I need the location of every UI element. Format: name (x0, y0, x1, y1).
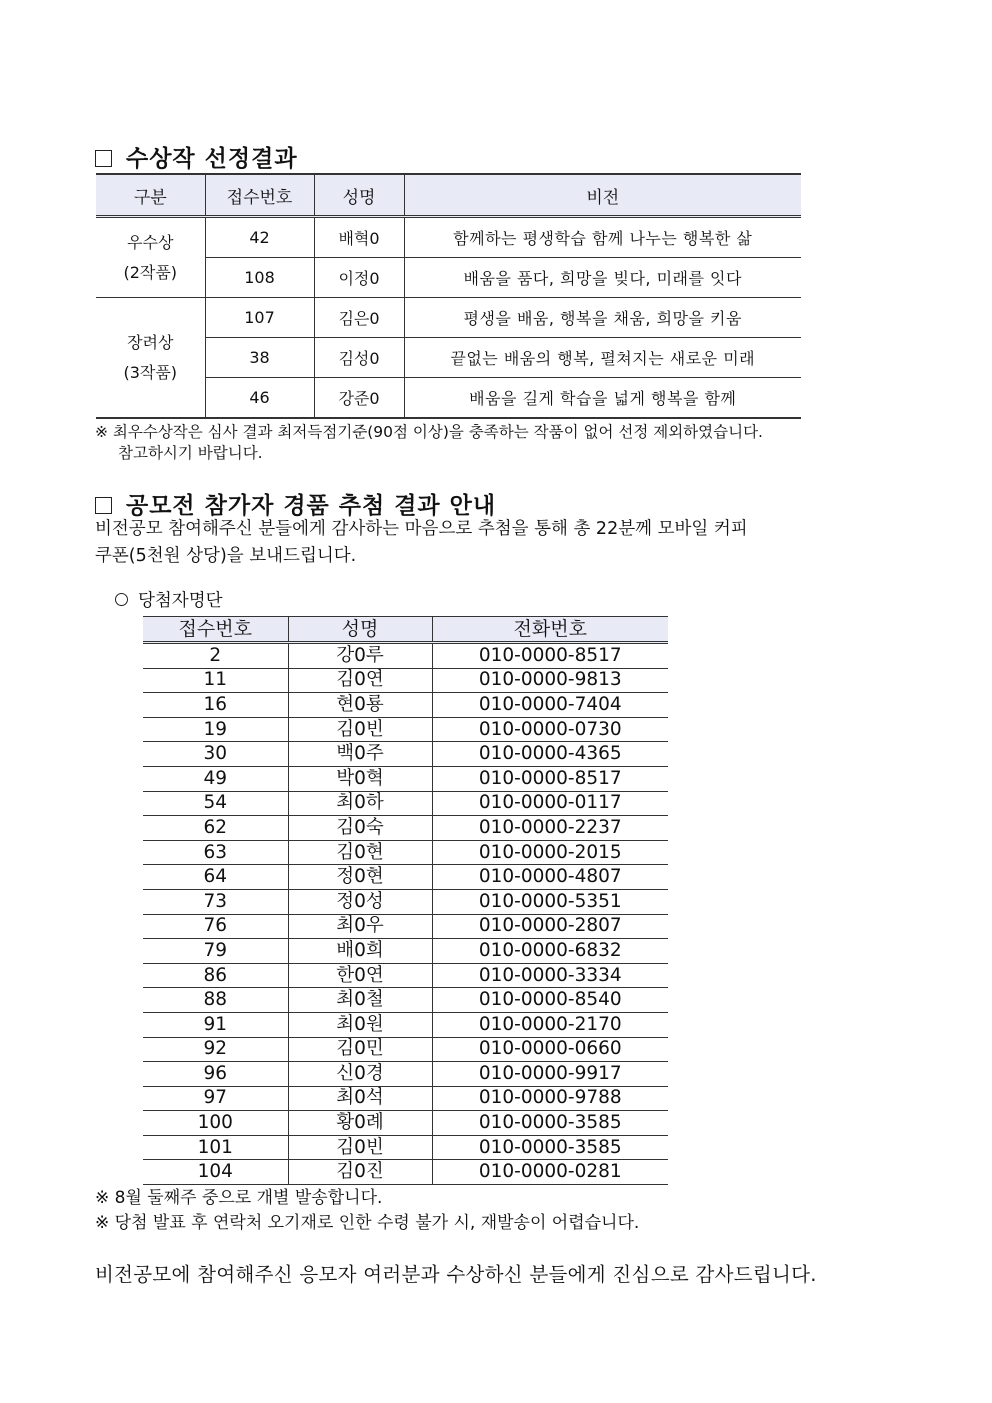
awards-header-vision: 비전 (404, 174, 801, 217)
table-row (143, 865, 668, 890)
table-row (143, 1160, 668, 1185)
circle-bullet-icon (115, 593, 128, 606)
awards-section-title (95, 140, 298, 173)
winner-number: 62 (143, 816, 288, 841)
winner-number: 91 (143, 1012, 288, 1037)
award-number: 107 (205, 298, 314, 338)
winners-body (143, 643, 668, 1185)
winner-number: 92 (143, 1037, 288, 1062)
winner-number: 54 (143, 791, 288, 816)
table-row (143, 988, 668, 1013)
winner-number: 73 (143, 889, 288, 914)
award-number: 46 (205, 378, 314, 419)
winner-phone: 010-0000-4365 (432, 742, 668, 767)
table-row (143, 1086, 668, 1111)
winner-phone: 010-0000-7404 (432, 693, 668, 718)
winner-phone: 010-0000-3334 (432, 963, 668, 988)
winner-number: 104 (143, 1160, 288, 1185)
winner-name: 김0숙 (288, 816, 432, 841)
closing-message: 비전공모에 참여해주신 응모자 여러분과 수상하신 분들에게 진심으로 감사드립니다. (95, 1263, 817, 1286)
award-name: 김성0 (314, 338, 404, 378)
winner-number: 88 (143, 988, 288, 1013)
winner-phone: 010-0000-9813 (432, 668, 668, 693)
table-row (143, 693, 668, 718)
winner-number: 76 (143, 914, 288, 939)
winner-phone: 010-0000-0281 (432, 1160, 668, 1185)
winner-phone: 010-0000-8517 (432, 643, 668, 669)
winner-name: 김0빈 (288, 717, 432, 742)
table-row (143, 939, 668, 964)
table-row (143, 742, 668, 767)
award-vision: 끝없는 배움의 행복, 펼쳐지는 새로운 미래 (404, 338, 801, 378)
winner-number: 19 (143, 717, 288, 742)
winner-phone: 010-0000-2237 (432, 816, 668, 841)
winner-name: 김0연 (288, 668, 432, 693)
winner-name: 최0하 (288, 791, 432, 816)
award-group-count: (3작품) (123, 362, 178, 382)
award-vision: 평생을 배움, 행복을 채움, 희망을 키움 (404, 298, 801, 338)
table-row (143, 840, 668, 865)
winner-name: 한0연 (288, 963, 432, 988)
winner-name: 현0룡 (288, 693, 432, 718)
table-row (143, 889, 668, 914)
prize-intro-line1: 비전공모 참여해주신 분들에게 감사하는 마음으로 추첨을 통해 총 22분께 모바일 커피 (95, 519, 748, 539)
winner-name: 황0례 (288, 1111, 432, 1136)
winner-name: 김0민 (288, 1037, 432, 1062)
award-name: 이정0 (314, 258, 404, 298)
table-row (96, 217, 801, 258)
winner-phone: 010-0000-4807 (432, 865, 668, 890)
winner-list-label (115, 588, 223, 615)
winner-phone: 010-0000-9788 (432, 1086, 668, 1111)
table-row (143, 914, 668, 939)
winner-number: 49 (143, 766, 288, 791)
winner-name: 김0빈 (288, 1135, 432, 1160)
winners-table (143, 616, 668, 1185)
winner-phone: 010-0000-3585 (432, 1111, 668, 1136)
winner-name: 최0원 (288, 1012, 432, 1037)
winner-number: 11 (143, 668, 288, 693)
winner-name: 정0현 (288, 865, 432, 890)
award-group-name: 장려상 (127, 332, 174, 352)
winner-number: 101 (143, 1135, 288, 1160)
table-row (143, 643, 668, 669)
award-group-name: 우수상 (127, 232, 174, 252)
winner-name: 정0성 (288, 889, 432, 914)
awards-note (95, 422, 763, 464)
award-name: 강준0 (314, 378, 404, 419)
awards-header-row (96, 174, 801, 217)
award-group-excellence (96, 217, 205, 298)
prize-note-1: ※ 8월 둘째주 중으로 개별 발송합니다. (95, 1188, 383, 1208)
winner-number: 100 (143, 1111, 288, 1136)
winner-number: 30 (143, 742, 288, 767)
winner-phone: 010-0000-2807 (432, 914, 668, 939)
award-vision: 배움을 품다, 희망을 빚다, 미래를 잇다 (404, 258, 801, 298)
winner-number: 64 (143, 865, 288, 890)
winner-phone: 010-0000-2015 (432, 840, 668, 865)
winners-header-name: 성명 (288, 617, 432, 643)
winner-name: 신0경 (288, 1062, 432, 1087)
winners-header-phone: 전화번호 (432, 617, 668, 643)
table-row (143, 717, 668, 742)
prize-note-2: ※ 당첨 발표 후 연락처 오기재로 인한 수령 불가 시, 재발송이 어렵습니다. (95, 1213, 640, 1233)
table-row (143, 816, 668, 841)
table-row (96, 298, 801, 338)
winner-phone: 010-0000-8540 (432, 988, 668, 1013)
winner-list-label-text: 당첨자명단 (138, 591, 223, 611)
awards-title-text: 수상작 선정결과 (126, 146, 298, 172)
winners-header-number: 접수번호 (143, 617, 288, 643)
awards-header-name: 성명 (314, 174, 404, 217)
award-vision: 배움을 길게 학습을 넓게 행복을 함께 (404, 378, 801, 419)
table-row (143, 668, 668, 693)
prize-intro-line2: 쿠폰(5천원 상당)을 보내드립니다. (95, 546, 357, 566)
award-number: 108 (205, 258, 314, 298)
awards-note-line2: 참고하시기 바랍니다. (118, 444, 263, 462)
award-name: 김은0 (314, 298, 404, 338)
winner-number: 96 (143, 1062, 288, 1087)
winner-phone: 010-0000-2170 (432, 1012, 668, 1037)
winner-phone: 010-0000-0730 (432, 717, 668, 742)
winner-phone: 010-0000-3585 (432, 1135, 668, 1160)
checkbox-square-icon (95, 497, 112, 514)
winner-name: 최0철 (288, 988, 432, 1013)
winner-phone: 010-0000-9917 (432, 1062, 668, 1087)
table-row (143, 1111, 668, 1136)
table-row (143, 1012, 668, 1037)
award-number: 38 (205, 338, 314, 378)
winner-phone: 010-0000-8517 (432, 766, 668, 791)
award-group-encouragement (96, 298, 205, 419)
checkbox-square-icon (95, 150, 112, 167)
awards-note-line1: ※ 최우수상작은 심사 결과 최저득점기준(90점 이상)을 충족하는 작품이 없어 선정 제외하였습니다. (95, 423, 763, 441)
table-row (143, 963, 668, 988)
winner-number: 97 (143, 1086, 288, 1111)
prize-intro (95, 516, 748, 570)
winner-number: 79 (143, 939, 288, 964)
winner-name: 배0희 (288, 939, 432, 964)
winner-phone: 010-0000-6832 (432, 939, 668, 964)
table-row (143, 1037, 668, 1062)
winner-name: 강0루 (288, 643, 432, 669)
winner-name: 백0주 (288, 742, 432, 767)
winner-number: 86 (143, 963, 288, 988)
winner-phone: 010-0000-5351 (432, 889, 668, 914)
award-name: 배혁0 (314, 217, 404, 258)
winner-number: 63 (143, 840, 288, 865)
award-vision: 함께하는 평생학습 함께 나누는 행복한 삶 (404, 217, 801, 258)
winner-phone: 010-0000-0660 (432, 1037, 668, 1062)
prize-notes (95, 1186, 639, 1236)
table-row (143, 1135, 668, 1160)
prize-title-text: 공모전 참가자 경품 추첨 결과 안내 (126, 493, 497, 519)
award-number: 42 (205, 217, 314, 258)
winner-name: 김0현 (288, 840, 432, 865)
winner-name: 박0혁 (288, 766, 432, 791)
winner-name: 최0석 (288, 1086, 432, 1111)
winners-header-row (143, 617, 668, 643)
award-group-count: (2작품) (123, 262, 178, 282)
winner-number: 16 (143, 693, 288, 718)
winner-name: 김0진 (288, 1160, 432, 1185)
table-row (143, 766, 668, 791)
awards-table (96, 173, 801, 419)
winner-phone: 010-0000-0117 (432, 791, 668, 816)
table-row (143, 1062, 668, 1087)
table-row (143, 791, 668, 816)
awards-header-category: 구분 (96, 174, 205, 217)
winner-name: 최0우 (288, 914, 432, 939)
awards-header-number: 접수번호 (205, 174, 314, 217)
winner-number: 2 (143, 643, 288, 669)
